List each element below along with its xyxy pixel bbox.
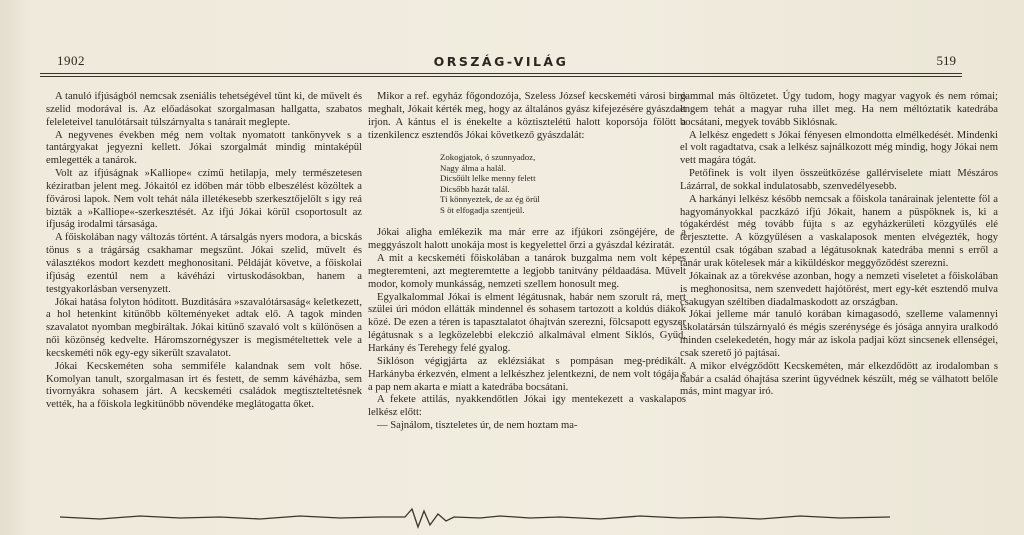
separator-ornament bbox=[60, 505, 890, 531]
paragraph: Jókai jelleme már tanuló korában kimagasodó, szelleme valamennyi iskolatársán túlszárnyaló és mégis szerénysége és jósága annyira uralkodó minden cselekedetén, hogy már az iskola padjai közt sincsenek ellenségei, csak szerető jó pajtásai. bbox=[680, 309, 998, 359]
masthead-title: ORSZÁG-VILÁG bbox=[433, 54, 569, 69]
paragraph: Egyalkalommal Jókai is elment légátusnak, habár nem szorult rá, mert szülei úri módon ellátták mindennel és sohasem tartozott a koldús diákok közé. De ezen a téren is tapasztalatot óhajtván szerezni, fölcsapott egyszer légátusnak s a legközelebbi elekczió alkalmával elment Siklós, Gyűd, Harkány és Terehegy felé gyalog. bbox=[368, 291, 686, 354]
paragraph: gammal más öltözetet. Úgy tudom, hogy magyar vagyok és nem római; engem tehát a magyar ruha illet meg. Ha nem méltóztatik katedrába bocsátani, megyek tovább Siklósnak. bbox=[680, 91, 998, 128]
funeral-poem bbox=[440, 152, 686, 215]
poem-line: Zokogjatok, ó szunnyadoz, bbox=[440, 152, 536, 163]
paragraph: Jókai aligha emlékezik ma már erre az ifjúkori zsöngéjére, de a meggyászolt halott unokája most is kegyelettel őrzi a gyászdal kéziratát. bbox=[368, 227, 686, 252]
paragraph: A mikor elvégződött Kecskeméten, már elkezdődött az irodalomban s habár a család óhajtása szerint ügyvédnek készült, még se válhatott belőle más, mint magyar iró. bbox=[680, 360, 998, 398]
poem-line: Dicsőült lelke menny felett bbox=[440, 173, 536, 184]
text-column-1 bbox=[46, 91, 362, 412]
paragraph: A tanuló ifjúságból nemcsak zseniális tehetségével tünt ki, de művelt és szelid modorával is. Az előadásokat szorgalmasan hallgatta, szabatos feleleteivel tanulótársait túlszárnyalta s tanárait meglepte. bbox=[46, 91, 362, 128]
header-rule-thick bbox=[40, 73, 962, 74]
paragraph: — Sajnálom, tiszteletes úr, de nem hoztam ma- bbox=[377, 420, 578, 432]
page-number-right: 519 bbox=[936, 53, 956, 68]
paragraph: Volt az ifjúságnak »Kalliope« czímű hetilapja, mely természetesen kéziratban jelent meg. Jókaitól ez időben már több elbeszélést közöltek a fővárosi lapok. Nem volt tehát nála illetékesebb szerkesztőjelölt s igy reá bizták a »Kalliope«-szerkesztését. Az ifjú Jókai körül csoportosult az ifjuság irodalmi társasága. bbox=[46, 168, 362, 231]
poem-line: S öt elfogadja szentjeül. bbox=[440, 204, 525, 215]
header-rule-thin bbox=[40, 76, 962, 77]
paragraph: A főiskolában nagy változás történt. A társalgás nyers modora, a bicskás tönus s a trágárság csakhamar megszünt. Jókai szelid, művelt és választékos modort kezdett meghonositani. Példáját követve, a főiskolai ifjúság ezentúl nem a kávéházi virtuskodásokban, hanem a testgyakorlásban versenyzett. bbox=[46, 232, 362, 295]
paragraph: Jókainak az a törekvése azonban, hogy a nemzeti viseletet a főiskolában is meghonositsa, nem szenvedett hajótörést, mert egy-két esztendő mulva csakugyan széltiben diadalmaskodott az országban. bbox=[680, 270, 998, 308]
text-column-3 bbox=[680, 91, 998, 399]
page-header bbox=[40, 53, 962, 73]
paragraph: Mikor a ref. egyház főgondozója, Szeless József kecskeméti városi biró meghalt, Jókait kérték meg, hogy az általános gyász kifejezésére gyászdalt irjon. A kántus el is énekelte a köztisztelétű halott koporsója fölött a tizenkilencz esztendős Jókai következő gyászdalát: bbox=[368, 91, 686, 141]
decorative-separator bbox=[60, 505, 890, 531]
paragraph: Jókai Kecskeméten soha semmiféle kalandnak sem volt hőse. Komolyan tanult, szorgalmasan irt és festett, de semm kávéházba, sem tivornyákra sohasem járt. A kecskeméti családok megtiszteltetésnek vették, ha a főiskola legkitünőbb növendéke meglátogatta őket. bbox=[46, 360, 362, 411]
poem-line: Nagy álma a halál. bbox=[440, 162, 506, 173]
paragraph: Petőfinek is volt ilyen összeütközése gallérviselete miatt Mészáros Lázárral, de sokkal indulatosabb, szenvedélyesebb. bbox=[680, 168, 998, 192]
poem-line: Ti könnyeztek, de az ég örül bbox=[440, 194, 540, 205]
paragraph: Siklóson végigjárta az eklézsiákat s pompásan meg-prédikált. Harkányba érkezvén, elment a lelkészhez jelentkezni, de nem volt tógája s a pap nem akarta e miatt a katedrába bocsátani. bbox=[368, 355, 686, 393]
paragraph: A fekete attilás, nyakkendőtlen Jókai igy mentekezett a vaskalapos lelkész előtt: bbox=[368, 394, 686, 419]
paragraph: Jókai hatása folyton hóditott. Buzditására »szavalótársaság« keletkezett, a hol hetenkint kitünőbb költeményeket adtak elő. A tagok minden szavalatot nyomban megbiráltak. Jókai kitünő szavaló volt s különösen a női közönség kedvelte. Háromszornégyszer is megismételtettek vele a kecskeméti nők egy-egy sikerült szavalatot. bbox=[46, 296, 362, 359]
text-column-2 bbox=[368, 91, 686, 433]
paragraph: A negyvenes években még nem voltak nyomatott tankönyvek s a tantárgyakat jegyezni kellett. Jókai szorgalmát mindig mintaképül emlegették a tanárok. bbox=[46, 129, 362, 167]
paragraph: A mit a kecskeméti főiskolában a tanárok buzgalma nem volt képes megteremteni, azt megteremtette a legjobb tanitvány példaadása. Művelt modor, komoly munkásság, nemzeti szellem honosult meg. bbox=[368, 253, 686, 290]
page-number-left: 1902 bbox=[57, 53, 85, 68]
poem-line: Dicsőbb hazát talál. bbox=[440, 183, 510, 194]
paragraph: A lelkész engedett s Jókai fényesen elmondotta elmélkedését. Mindenki el volt ragadtatva, csak a lelkész sajnálkozott még mindig, hogy Jókai nem vett magára tógát. bbox=[680, 129, 998, 167]
paragraph: A harkányi lelkész később nemcsak a főiskola tanárainak jelentette föl a hagyományokkal paczkázó ifjú Jókait, hanem a püspöknek is, ki a tógakérdést még tovább fújta s az egyházkerületi közgyűlés elé terjesztette. A közgyűlésen a vaskalaposok menten elvégezték, hogy ezentúl csak tógában szabad a légátusoknak katedrába menni s erről a tanár urak kötelesek már a kiküldéskor meggyőződést szerezni. bbox=[680, 193, 998, 269]
